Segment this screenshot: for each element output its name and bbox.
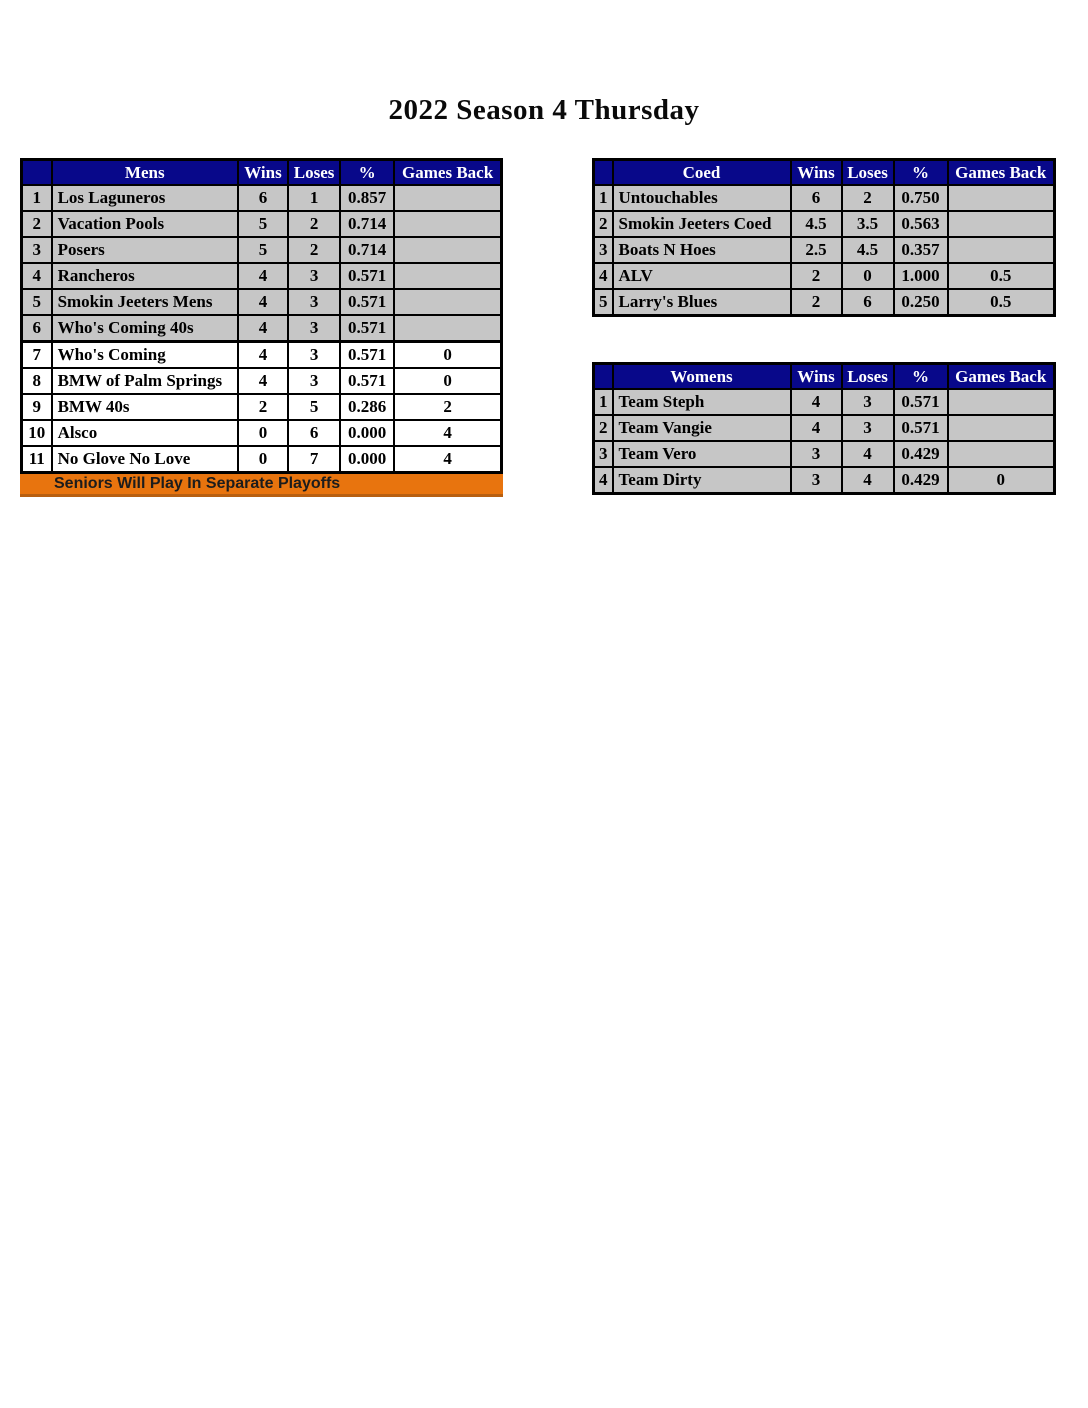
womens-row-2 bbox=[594, 415, 1055, 441]
team-cell: Boats N Hoes bbox=[613, 237, 791, 263]
coed-row-1 bbox=[594, 185, 1055, 211]
games-back-cell: 4 bbox=[394, 446, 501, 473]
womens-standings-table bbox=[592, 362, 1056, 495]
games-back-cell bbox=[948, 441, 1055, 467]
coed-standings-table bbox=[592, 158, 1056, 317]
pct-cell: 1.000 bbox=[894, 263, 948, 289]
wins-cell: 0 bbox=[238, 420, 288, 446]
column-header-rank bbox=[594, 160, 613, 186]
team-cell: Vacation Pools bbox=[52, 211, 238, 237]
pct-cell: 0.000 bbox=[340, 446, 394, 473]
loses-cell: 3 bbox=[842, 389, 894, 415]
rank-cell: 10 bbox=[22, 420, 52, 446]
rank-cell: 8 bbox=[22, 368, 52, 394]
pct-cell: 0.571 bbox=[340, 315, 394, 342]
column-header--: % bbox=[894, 160, 948, 186]
team-cell: Untouchables bbox=[613, 185, 791, 211]
mens-table bbox=[20, 158, 503, 474]
mens-row-1 bbox=[22, 185, 502, 211]
loses-cell: 0 bbox=[842, 263, 894, 289]
pct-cell: 0.429 bbox=[894, 441, 948, 467]
mens-row-9 bbox=[22, 394, 502, 420]
loses-cell: 2 bbox=[288, 237, 340, 263]
team-cell: Posers bbox=[52, 237, 238, 263]
wins-cell: 6 bbox=[238, 185, 288, 211]
rank-cell: 4 bbox=[22, 263, 52, 289]
wins-cell: 4 bbox=[238, 368, 288, 394]
team-cell: Smokin Jeeters Coed bbox=[613, 211, 791, 237]
wins-cell: 4 bbox=[238, 342, 288, 369]
loses-cell: 3 bbox=[842, 415, 894, 441]
rank-cell: 2 bbox=[594, 415, 613, 441]
mens-row-7 bbox=[22, 342, 502, 369]
pct-cell: 0.714 bbox=[340, 211, 394, 237]
games-back-cell: 4 bbox=[394, 420, 501, 446]
womens-table bbox=[592, 362, 1056, 495]
games-back-cell: 0 bbox=[394, 368, 501, 394]
rank-cell: 4 bbox=[594, 467, 613, 494]
column-header-games-back: Games Back bbox=[948, 160, 1055, 186]
rank-cell: 6 bbox=[22, 315, 52, 342]
pct-cell: 0.286 bbox=[340, 394, 394, 420]
mens-row-8 bbox=[22, 368, 502, 394]
rank-cell: 5 bbox=[22, 289, 52, 315]
team-cell: Larry's Blues bbox=[613, 289, 791, 316]
column-header-games-back: Games Back bbox=[394, 160, 501, 186]
loses-cell: 2 bbox=[288, 211, 340, 237]
rank-cell: 4 bbox=[594, 263, 613, 289]
column-header--: % bbox=[340, 160, 394, 186]
rank-cell: 3 bbox=[22, 237, 52, 263]
pct-cell: 0.571 bbox=[340, 342, 394, 369]
wins-cell: 4 bbox=[791, 389, 842, 415]
rank-cell: 1 bbox=[22, 185, 52, 211]
games-back-cell bbox=[948, 389, 1055, 415]
loses-cell: 6 bbox=[842, 289, 894, 316]
pct-cell: 0.571 bbox=[894, 389, 948, 415]
womens-row-3 bbox=[594, 441, 1055, 467]
coed-table bbox=[592, 158, 1056, 317]
coed-row-5 bbox=[594, 289, 1055, 316]
team-cell: No Glove No Love bbox=[52, 446, 238, 473]
column-header-wins: Wins bbox=[238, 160, 288, 186]
column-header--: % bbox=[894, 364, 948, 390]
rank-cell: 3 bbox=[594, 237, 613, 263]
pct-cell: 0.563 bbox=[894, 211, 948, 237]
column-header-rank bbox=[22, 160, 52, 186]
team-cell: BMW of Palm Springs bbox=[52, 368, 238, 394]
wins-cell: 6 bbox=[791, 185, 842, 211]
coed-row-2 bbox=[594, 211, 1055, 237]
mens-row-3 bbox=[22, 237, 502, 263]
games-back-cell: 0.5 bbox=[948, 289, 1055, 316]
pct-cell: 0.571 bbox=[340, 289, 394, 315]
wins-cell: 3 bbox=[791, 467, 842, 494]
coed-row-3 bbox=[594, 237, 1055, 263]
mens-row-11 bbox=[22, 446, 502, 473]
pct-cell: 0.571 bbox=[340, 368, 394, 394]
team-cell: Alsco bbox=[52, 420, 238, 446]
pct-cell: 0.429 bbox=[894, 467, 948, 494]
wins-cell: 4 bbox=[238, 289, 288, 315]
pct-cell: 0.000 bbox=[340, 420, 394, 446]
wins-cell: 4.5 bbox=[791, 211, 842, 237]
loses-cell: 2 bbox=[842, 185, 894, 211]
mens-row-2 bbox=[22, 211, 502, 237]
team-cell: Team Dirty bbox=[613, 467, 791, 494]
games-back-cell bbox=[394, 185, 501, 211]
games-back-cell bbox=[394, 263, 501, 289]
pct-cell: 0.857 bbox=[340, 185, 394, 211]
loses-cell: 1 bbox=[288, 185, 340, 211]
womens-row-4 bbox=[594, 467, 1055, 494]
rank-cell: 2 bbox=[22, 211, 52, 237]
loses-cell: 6 bbox=[288, 420, 340, 446]
team-cell: Who's Coming 40s bbox=[52, 315, 238, 342]
pct-cell: 0.571 bbox=[894, 415, 948, 441]
team-cell: Rancheros bbox=[52, 263, 238, 289]
mens-row-6 bbox=[22, 315, 502, 342]
team-cell: Smokin Jeeters Mens bbox=[52, 289, 238, 315]
wins-cell: 4 bbox=[791, 415, 842, 441]
rank-cell: 5 bbox=[594, 289, 613, 316]
mens-header-row bbox=[22, 160, 502, 186]
page-title: 2022 Season 4 Thursday bbox=[388, 94, 700, 126]
loses-cell: 7 bbox=[288, 446, 340, 473]
mens-standings-table bbox=[20, 158, 503, 497]
games-back-cell bbox=[394, 315, 501, 342]
column-header-wins: Wins bbox=[791, 160, 842, 186]
pct-cell: 0.250 bbox=[894, 289, 948, 316]
wins-cell: 2 bbox=[238, 394, 288, 420]
wins-cell: 2 bbox=[791, 289, 842, 316]
wins-cell: 2 bbox=[791, 263, 842, 289]
column-header-loses: Loses bbox=[288, 160, 340, 186]
wins-cell: 4 bbox=[238, 263, 288, 289]
pct-cell: 0.357 bbox=[894, 237, 948, 263]
loses-cell: 3 bbox=[288, 368, 340, 394]
games-back-cell bbox=[948, 415, 1055, 441]
womens-row-1 bbox=[594, 389, 1055, 415]
column-header-womens: Womens bbox=[613, 364, 791, 390]
pct-cell: 0.571 bbox=[340, 263, 394, 289]
wins-cell: 0 bbox=[238, 446, 288, 473]
games-back-cell: 0 bbox=[948, 467, 1055, 494]
column-header-loses: Loses bbox=[842, 364, 894, 390]
pct-cell: 0.750 bbox=[894, 185, 948, 211]
wins-cell: 4 bbox=[238, 315, 288, 342]
games-back-cell bbox=[394, 237, 501, 263]
games-back-cell: 0.5 bbox=[948, 263, 1055, 289]
games-back-cell: 2 bbox=[394, 394, 501, 420]
rank-cell: 7 bbox=[22, 342, 52, 369]
games-back-cell: 0 bbox=[394, 342, 501, 369]
games-back-cell bbox=[948, 211, 1055, 237]
rank-cell: 11 bbox=[22, 446, 52, 473]
column-header-games-back: Games Back bbox=[948, 364, 1055, 390]
team-cell: Los Laguneros bbox=[52, 185, 238, 211]
team-cell: Team Steph bbox=[613, 389, 791, 415]
pct-cell: 0.714 bbox=[340, 237, 394, 263]
column-header-rank bbox=[594, 364, 613, 390]
games-back-cell bbox=[394, 211, 501, 237]
loses-cell: 4 bbox=[842, 467, 894, 494]
seniors-banner: Seniors Will Play In Separate Playoffs bbox=[20, 474, 503, 497]
team-cell: Who's Coming bbox=[52, 342, 238, 369]
loses-cell: 3 bbox=[288, 315, 340, 342]
mens-row-5 bbox=[22, 289, 502, 315]
womens-header-row bbox=[594, 364, 1055, 390]
wins-cell: 2.5 bbox=[791, 237, 842, 263]
loses-cell: 3 bbox=[288, 342, 340, 369]
mens-row-10 bbox=[22, 420, 502, 446]
loses-cell: 3.5 bbox=[842, 211, 894, 237]
games-back-cell bbox=[948, 237, 1055, 263]
rank-cell: 1 bbox=[594, 185, 613, 211]
column-header-wins: Wins bbox=[791, 364, 842, 390]
column-header-coed: Coed bbox=[613, 160, 791, 186]
rank-cell: 3 bbox=[594, 441, 613, 467]
games-back-cell bbox=[394, 289, 501, 315]
coed-header-row bbox=[594, 160, 1055, 186]
loses-cell: 4.5 bbox=[842, 237, 894, 263]
loses-cell: 3 bbox=[288, 263, 340, 289]
column-header-mens: Mens bbox=[52, 160, 238, 186]
team-cell: ALV bbox=[613, 263, 791, 289]
wins-cell: 3 bbox=[791, 441, 842, 467]
loses-cell: 4 bbox=[842, 441, 894, 467]
coed-row-4 bbox=[594, 263, 1055, 289]
team-cell: BMW 40s bbox=[52, 394, 238, 420]
games-back-cell bbox=[948, 185, 1055, 211]
column-header-loses: Loses bbox=[842, 160, 894, 186]
loses-cell: 5 bbox=[288, 394, 340, 420]
team-cell: Team Vero bbox=[613, 441, 791, 467]
rank-cell: 1 bbox=[594, 389, 613, 415]
loses-cell: 3 bbox=[288, 289, 340, 315]
rank-cell: 2 bbox=[594, 211, 613, 237]
rank-cell: 9 bbox=[22, 394, 52, 420]
wins-cell: 5 bbox=[238, 237, 288, 263]
wins-cell: 5 bbox=[238, 211, 288, 237]
team-cell: Team Vangie bbox=[613, 415, 791, 441]
mens-row-4 bbox=[22, 263, 502, 289]
